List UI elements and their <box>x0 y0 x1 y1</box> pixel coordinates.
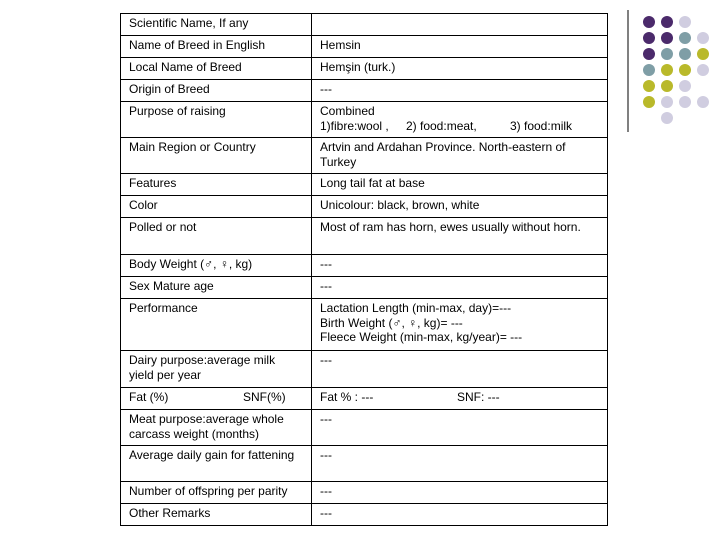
row-value: Hemşin (turk.) <box>312 58 608 80</box>
row-value: --- <box>312 410 608 446</box>
row-label: Purpose of raising <box>121 102 312 138</box>
decor-dot <box>643 80 655 92</box>
row-value: Artvin and Ardahan Province. North-eastern of Turkey <box>312 138 608 174</box>
row-label: Color <box>121 196 312 218</box>
row-value: --- <box>312 80 608 102</box>
decor-dot <box>697 48 709 60</box>
performance-line: Birth Weight (♂, ♀, kg)= --- <box>320 315 463 330</box>
row-value: Long tail fat at base <box>312 174 608 196</box>
decor-dot <box>661 48 673 60</box>
breed-table <box>120 13 608 526</box>
table-row <box>121 388 608 410</box>
table-row <box>121 446 608 482</box>
fat-label: Fat (%) <box>129 390 169 404</box>
table-row <box>121 36 608 58</box>
decor-dot <box>697 32 709 44</box>
breed-info-sheet <box>120 13 598 526</box>
row-value: --- <box>312 504 608 526</box>
table-row <box>121 218 608 255</box>
purpose-part: 1)fibre:wool , <box>320 118 389 133</box>
row-value: --- <box>312 255 608 277</box>
row-value: Most of ram has horn, ewes usually without horn. <box>312 218 608 255</box>
decor-dot <box>697 64 709 76</box>
table-row <box>121 14 608 36</box>
table-row <box>121 482 608 504</box>
table-row <box>121 255 608 277</box>
row-label: Body Weight (♂, ♀, kg) <box>121 255 312 277</box>
decor-dot <box>697 96 709 108</box>
row-label: Average daily gain for fattening <box>121 446 312 482</box>
row-label: Number of offspring per parity <box>121 482 312 504</box>
row-label: Dairy purpose:average milk yield per year <box>121 351 312 388</box>
row-label: Name of Breed in English <box>121 36 312 58</box>
snf-value: SNF: --- <box>457 390 500 404</box>
table-row <box>121 102 608 138</box>
decor-dot <box>643 96 655 108</box>
table-row <box>121 410 608 446</box>
snf-label: SNF(%) <box>243 390 286 404</box>
table-row <box>121 351 608 388</box>
row-label: Main Region or Country <box>121 138 312 174</box>
purpose-parts <box>320 119 599 134</box>
row-value: --- <box>312 482 608 504</box>
decor-dot <box>661 112 673 124</box>
table-row <box>121 299 608 351</box>
decor-dot <box>679 64 691 76</box>
row-label: Sex Mature age <box>121 277 312 299</box>
decor-dot <box>661 80 673 92</box>
decor-dot <box>643 32 655 44</box>
performance-line: Fleece Weight (min-max, kg/year)= --- <box>320 330 523 344</box>
table-row <box>121 80 608 102</box>
row-value <box>312 14 608 36</box>
row-label: Local Name of Breed <box>121 58 312 80</box>
row-label: Performance <box>121 299 312 351</box>
purpose-combined: Combined <box>320 104 375 118</box>
decor-dot <box>679 96 691 108</box>
decor-dot <box>679 80 691 92</box>
decor-dot <box>661 16 673 28</box>
performance-line: Lactation Length (min-max, day)=--- <box>320 301 512 315</box>
row-label: Meat purpose:average whole carcass weight (months) <box>121 410 312 446</box>
row-label: Other Remarks <box>121 504 312 526</box>
purpose-part: 3) food:milk <box>510 118 573 133</box>
table-row <box>121 196 608 218</box>
purpose-part: 2) food:meat, <box>406 118 477 133</box>
row-label: Polled or not <box>121 218 312 255</box>
decor-dot <box>643 16 655 28</box>
decor-dot <box>661 64 673 76</box>
row-value: --- <box>312 446 608 482</box>
row-value: Unicolour: black, brown, white <box>312 196 608 218</box>
decor-dot <box>661 32 673 44</box>
row-value: --- <box>312 277 608 299</box>
row-value <box>312 102 608 138</box>
row-label <box>121 388 312 410</box>
decor-dot <box>679 32 691 44</box>
table-row <box>121 504 608 526</box>
decor-dot <box>643 64 655 76</box>
decorative-dot-grid <box>625 8 720 138</box>
row-value <box>312 388 608 410</box>
table-row <box>121 174 608 196</box>
row-label: Origin of Breed <box>121 80 312 102</box>
table-row <box>121 277 608 299</box>
row-label: Features <box>121 174 312 196</box>
decor-dot <box>661 96 673 108</box>
table-row <box>121 138 608 174</box>
fat-value: Fat % : --- <box>320 390 374 404</box>
decor-dot <box>679 16 691 28</box>
row-label: Scientific Name, If any <box>121 14 312 36</box>
decor-dot <box>643 48 655 60</box>
row-value <box>312 299 608 351</box>
row-value: Hemsin <box>312 36 608 58</box>
row-value: --- <box>312 351 608 388</box>
table-row <box>121 58 608 80</box>
decor-dot <box>679 48 691 60</box>
